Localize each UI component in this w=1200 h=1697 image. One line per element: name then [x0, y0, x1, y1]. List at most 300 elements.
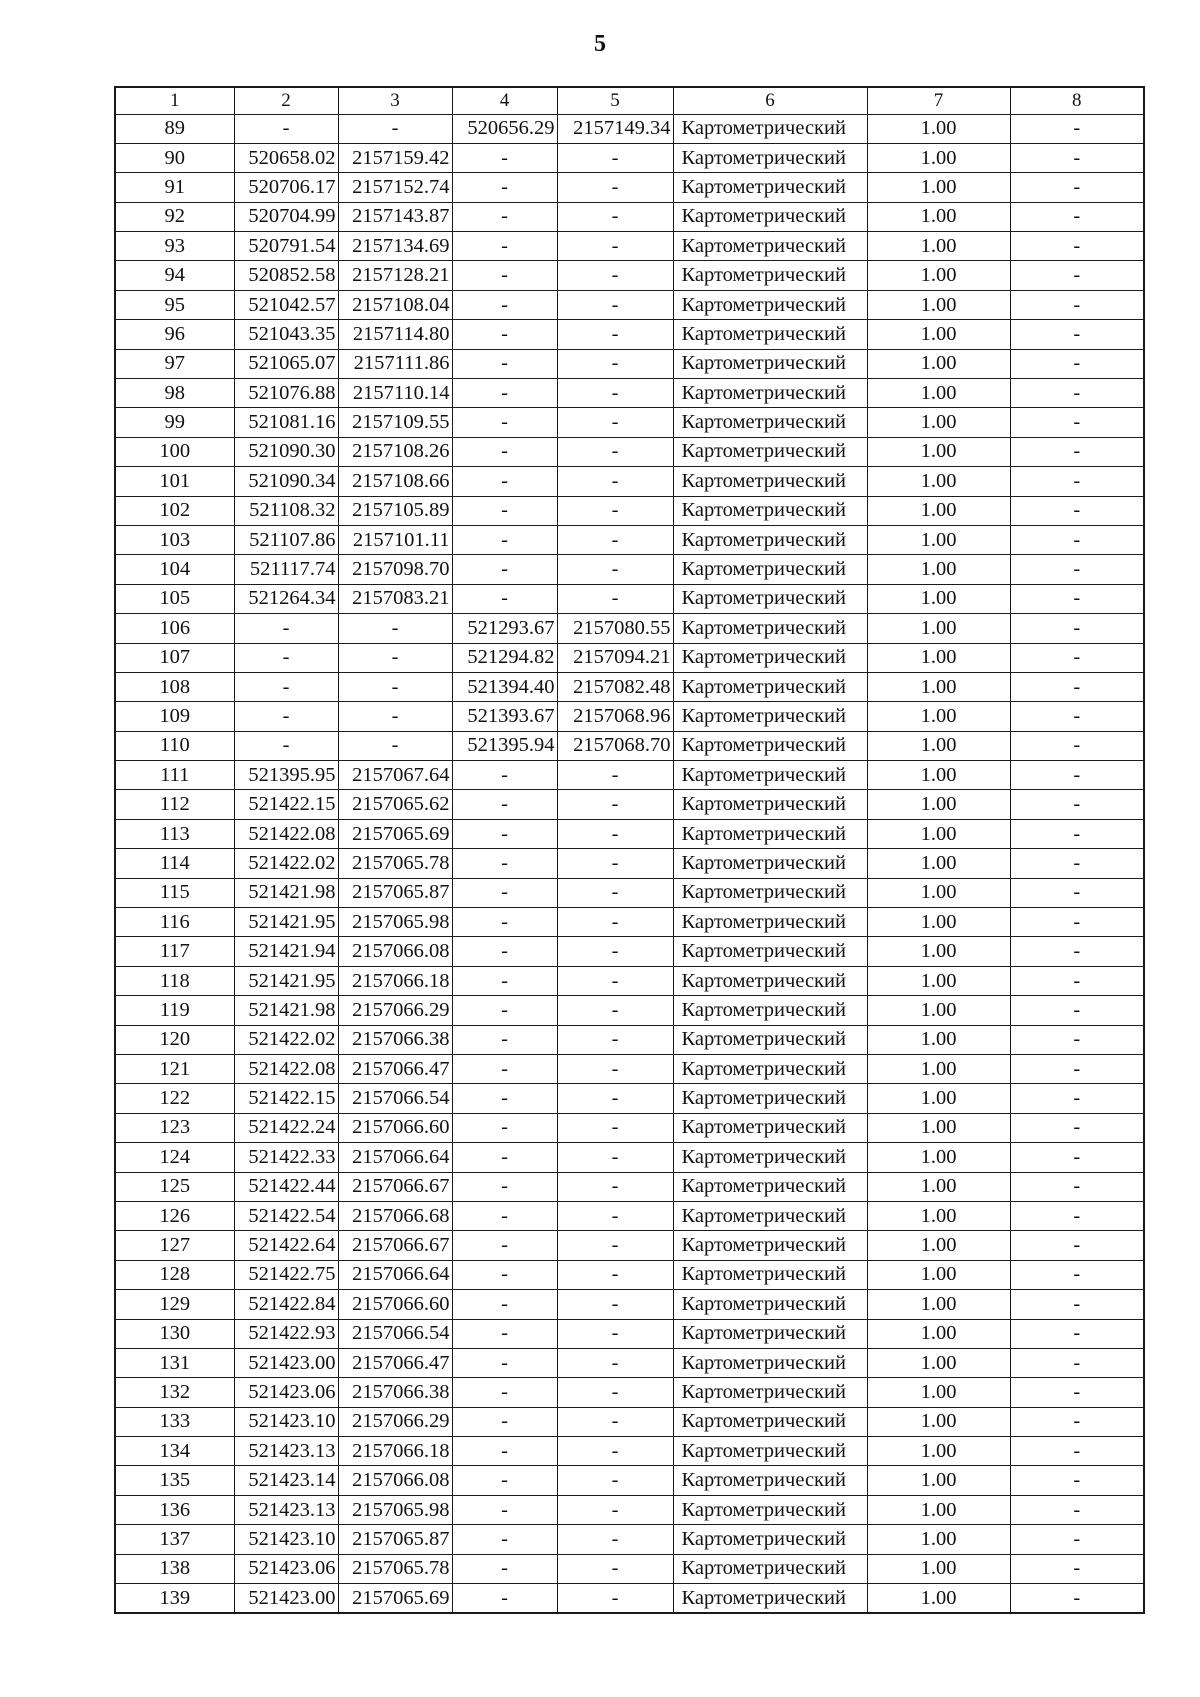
cell-x-existing: 521423.13 — [234, 1495, 338, 1524]
cell-y-existing: 2157066.29 — [338, 996, 452, 1025]
table-row — [115, 202, 1144, 231]
cell-x-new: - — [452, 1172, 557, 1201]
cell-description: - — [1010, 525, 1144, 554]
cell-y-existing: - — [338, 731, 452, 760]
cell-y-new: - — [557, 1260, 673, 1289]
cell-description: - — [1010, 584, 1144, 613]
cell-description: - — [1010, 202, 1144, 231]
cell-accuracy: 1.00 — [867, 261, 1010, 290]
column-header-6: 6 — [673, 87, 867, 114]
cell-x-new: 521393.67 — [452, 702, 557, 731]
cell-description: - — [1010, 1437, 1144, 1466]
cell-y-new: - — [557, 525, 673, 554]
cell-y-existing: 2157066.54 — [338, 1084, 452, 1113]
cell-point-number: 118 — [115, 966, 234, 995]
cell-accuracy: 1.00 — [867, 114, 1010, 143]
cell-y-new: - — [557, 290, 673, 319]
cell-x-new: - — [452, 408, 557, 437]
cell-y-new: - — [557, 1319, 673, 1348]
cell-y-new: - — [557, 408, 673, 437]
table-row — [115, 1231, 1144, 1260]
cell-y-new: - — [557, 349, 673, 378]
table-row — [115, 731, 1144, 760]
cell-y-existing: 2157066.18 — [338, 966, 452, 995]
cell-x-new: - — [452, 232, 557, 261]
cell-x-new: 521394.40 — [452, 672, 557, 701]
cell-x-existing: 521423.13 — [234, 1437, 338, 1466]
cell-y-new: - — [557, 1143, 673, 1172]
cell-description: - — [1010, 849, 1144, 878]
cell-description: - — [1010, 1084, 1144, 1113]
cell-description: - — [1010, 1143, 1144, 1172]
cell-x-new: - — [452, 878, 557, 907]
table-row — [115, 584, 1144, 613]
cell-x-new: - — [452, 937, 557, 966]
cell-x-existing: 521422.64 — [234, 1231, 338, 1260]
cell-y-existing: 2157065.87 — [338, 1525, 452, 1554]
cell-description: - — [1010, 1407, 1144, 1436]
cell-x-existing: 521423.06 — [234, 1554, 338, 1583]
cell-y-new: - — [557, 849, 673, 878]
cell-method: Картометрический — [673, 908, 867, 937]
cell-method: Картометрический — [673, 349, 867, 378]
cell-y-new: - — [557, 437, 673, 466]
table-row — [115, 702, 1144, 731]
cell-accuracy: 1.00 — [867, 996, 1010, 1025]
cell-y-existing: 2157066.60 — [338, 1113, 452, 1142]
cell-y-new: - — [557, 996, 673, 1025]
cell-x-existing: 520791.54 — [234, 232, 338, 261]
cell-method: Картометрический — [673, 1201, 867, 1230]
cell-description: - — [1010, 173, 1144, 202]
column-header-7: 7 — [867, 87, 1010, 114]
cell-x-new: - — [452, 584, 557, 613]
cell-y-existing: 2157065.69 — [338, 1584, 452, 1614]
cell-description: - — [1010, 908, 1144, 937]
cell-y-existing: 2157066.60 — [338, 1290, 452, 1319]
cell-description: - — [1010, 467, 1144, 496]
cell-x-existing: 521423.00 — [234, 1348, 338, 1377]
cell-method: Картометрический — [673, 290, 867, 319]
cell-point-number: 123 — [115, 1113, 234, 1142]
table-row — [115, 1584, 1144, 1614]
cell-point-number: 137 — [115, 1525, 234, 1554]
cell-description: - — [1010, 790, 1144, 819]
cell-y-existing: 2157066.18 — [338, 1437, 452, 1466]
column-header-1: 1 — [115, 87, 234, 114]
cell-description: - — [1010, 1231, 1144, 1260]
cell-point-number: 130 — [115, 1319, 234, 1348]
cell-point-number: 124 — [115, 1143, 234, 1172]
cell-x-existing: 521421.94 — [234, 937, 338, 966]
table-row — [115, 525, 1144, 554]
table-row — [115, 379, 1144, 408]
cell-x-new: - — [452, 966, 557, 995]
cell-y-new: 2157068.96 — [557, 702, 673, 731]
cell-x-new: - — [452, 996, 557, 1025]
cell-y-new: - — [557, 1084, 673, 1113]
cell-point-number: 107 — [115, 643, 234, 672]
cell-method: Картометрический — [673, 173, 867, 202]
cell-y-existing: 2157065.62 — [338, 790, 452, 819]
cell-point-number: 102 — [115, 496, 234, 525]
cell-x-existing: 521422.02 — [234, 849, 338, 878]
cell-x-existing: 520704.99 — [234, 202, 338, 231]
cell-y-new: - — [557, 584, 673, 613]
cell-x-existing: - — [234, 643, 338, 672]
cell-x-new: - — [452, 320, 557, 349]
cell-point-number: 108 — [115, 672, 234, 701]
cell-x-new: - — [452, 1319, 557, 1348]
cell-y-new: - — [557, 467, 673, 496]
cell-y-new: - — [557, 790, 673, 819]
cell-method: Картометрический — [673, 996, 867, 1025]
cell-x-new: 521395.94 — [452, 731, 557, 760]
cell-y-existing: 2157134.69 — [338, 232, 452, 261]
cell-x-new: - — [452, 1437, 557, 1466]
cell-y-new: - — [557, 908, 673, 937]
table-row — [115, 232, 1144, 261]
cell-y-existing: 2157065.69 — [338, 819, 452, 848]
cell-accuracy: 1.00 — [867, 1172, 1010, 1201]
cell-y-existing: 2157143.87 — [338, 202, 452, 231]
cell-y-new: - — [557, 379, 673, 408]
cell-x-new: 521293.67 — [452, 614, 557, 643]
cell-x-existing: - — [234, 672, 338, 701]
cell-accuracy: 1.00 — [867, 908, 1010, 937]
cell-point-number: 97 — [115, 349, 234, 378]
cell-y-existing: 2157098.70 — [338, 555, 452, 584]
cell-y-existing: 2157065.87 — [338, 878, 452, 907]
cell-method: Картометрический — [673, 555, 867, 584]
cell-point-number: 105 — [115, 584, 234, 613]
cell-x-new: - — [452, 1025, 557, 1054]
table-row — [115, 437, 1144, 466]
cell-y-existing: 2157108.66 — [338, 467, 452, 496]
cell-y-existing: 2157066.38 — [338, 1378, 452, 1407]
cell-y-new: - — [557, 1055, 673, 1084]
cell-point-number: 120 — [115, 1025, 234, 1054]
cell-x-new: - — [452, 908, 557, 937]
cell-accuracy: 1.00 — [867, 1378, 1010, 1407]
cell-x-existing: 521043.35 — [234, 320, 338, 349]
table-row — [115, 761, 1144, 790]
cell-method: Картометрический — [673, 966, 867, 995]
cell-accuracy: 1.00 — [867, 849, 1010, 878]
cell-accuracy: 1.00 — [867, 408, 1010, 437]
cell-x-new: - — [452, 1143, 557, 1172]
cell-x-existing: - — [234, 614, 338, 643]
cell-accuracy: 1.00 — [867, 1437, 1010, 1466]
cell-y-new: - — [557, 173, 673, 202]
cell-y-new: - — [557, 1231, 673, 1260]
cell-accuracy: 1.00 — [867, 1348, 1010, 1377]
column-header-5: 5 — [557, 87, 673, 114]
cell-x-new: - — [452, 1348, 557, 1377]
table-row — [115, 1290, 1144, 1319]
cell-method: Картометрический — [673, 114, 867, 143]
cell-description: - — [1010, 819, 1144, 848]
cell-accuracy: 1.00 — [867, 1025, 1010, 1054]
cell-y-existing: 2157065.78 — [338, 849, 452, 878]
cell-y-new: - — [557, 966, 673, 995]
cell-accuracy: 1.00 — [867, 1584, 1010, 1614]
cell-accuracy: 1.00 — [867, 819, 1010, 848]
cell-method: Картометрический — [673, 202, 867, 231]
table-row — [115, 1143, 1144, 1172]
cell-y-existing: 2157066.38 — [338, 1025, 452, 1054]
cell-method: Картометрический — [673, 1437, 867, 1466]
table-row — [115, 1055, 1144, 1084]
cell-point-number: 113 — [115, 819, 234, 848]
cell-accuracy: 1.00 — [867, 437, 1010, 466]
cell-point-number: 111 — [115, 761, 234, 790]
cell-y-existing: 2157159.42 — [338, 143, 452, 172]
cell-point-number: 122 — [115, 1084, 234, 1113]
cell-accuracy: 1.00 — [867, 320, 1010, 349]
cell-y-new: - — [557, 1525, 673, 1554]
cell-accuracy: 1.00 — [867, 1084, 1010, 1113]
cell-y-existing: 2157066.08 — [338, 937, 452, 966]
cell-description: - — [1010, 349, 1144, 378]
cell-description: - — [1010, 1378, 1144, 1407]
cell-point-number: 138 — [115, 1554, 234, 1583]
cell-y-new: - — [557, 261, 673, 290]
cell-point-number: 96 — [115, 320, 234, 349]
cell-method: Картометрический — [673, 790, 867, 819]
cell-x-new: - — [452, 1378, 557, 1407]
column-header-2: 2 — [234, 87, 338, 114]
cell-point-number: 94 — [115, 261, 234, 290]
cell-method: Картометрический — [673, 437, 867, 466]
cell-point-number: 119 — [115, 996, 234, 1025]
cell-point-number: 139 — [115, 1584, 234, 1614]
cell-accuracy: 1.00 — [867, 672, 1010, 701]
cell-y-existing: 2157101.11 — [338, 525, 452, 554]
page-number: 5 — [594, 31, 606, 57]
cell-description: - — [1010, 1495, 1144, 1524]
cell-point-number: 90 — [115, 143, 234, 172]
cell-y-new: - — [557, 143, 673, 172]
cell-accuracy: 1.00 — [867, 1525, 1010, 1554]
cell-point-number: 135 — [115, 1466, 234, 1495]
cell-description: - — [1010, 878, 1144, 907]
cell-accuracy: 1.00 — [867, 496, 1010, 525]
cell-point-number: 110 — [115, 731, 234, 760]
table-row — [115, 1113, 1144, 1142]
table-row — [115, 996, 1144, 1025]
cell-method: Картометрический — [673, 819, 867, 848]
cell-method: Картометрический — [673, 937, 867, 966]
cell-x-new: - — [452, 819, 557, 848]
cell-x-new: - — [452, 1055, 557, 1084]
cell-accuracy: 1.00 — [867, 1554, 1010, 1583]
cell-y-existing: 2157065.78 — [338, 1554, 452, 1583]
cell-x-existing: 521264.34 — [234, 584, 338, 613]
cell-x-existing: 521107.86 — [234, 525, 338, 554]
table-row — [115, 908, 1144, 937]
cell-point-number: 128 — [115, 1260, 234, 1289]
cell-description: - — [1010, 614, 1144, 643]
cell-description: - — [1010, 290, 1144, 319]
cell-description: - — [1010, 1025, 1144, 1054]
cell-description: - — [1010, 379, 1144, 408]
cell-y-new: - — [557, 232, 673, 261]
table-row — [115, 290, 1144, 319]
cell-x-new: - — [452, 290, 557, 319]
cell-method: Картометрический — [673, 408, 867, 437]
cell-description: - — [1010, 996, 1144, 1025]
cell-x-existing: 521422.44 — [234, 1172, 338, 1201]
cell-accuracy: 1.00 — [867, 878, 1010, 907]
cell-description: - — [1010, 261, 1144, 290]
cell-x-new: - — [452, 1525, 557, 1554]
cell-description: - — [1010, 1466, 1144, 1495]
cell-x-new: - — [452, 173, 557, 202]
cell-y-new: 2157082.48 — [557, 672, 673, 701]
cell-x-new: - — [452, 1201, 557, 1230]
table-row — [115, 1437, 1144, 1466]
cell-x-new: - — [452, 261, 557, 290]
cell-x-new: - — [452, 525, 557, 554]
cell-description: - — [1010, 1172, 1144, 1201]
cell-method: Картометрический — [673, 1554, 867, 1583]
table-row — [115, 1348, 1144, 1377]
cell-point-number: 114 — [115, 849, 234, 878]
cell-y-new: - — [557, 1201, 673, 1230]
cell-method: Картометрический — [673, 584, 867, 613]
cell-description: - — [1010, 1319, 1144, 1348]
cell-x-new: - — [452, 1407, 557, 1436]
cell-point-number: 131 — [115, 1348, 234, 1377]
cell-x-existing: 521423.06 — [234, 1378, 338, 1407]
table-row — [115, 1172, 1144, 1201]
cell-x-existing: - — [234, 114, 338, 143]
cell-x-new: - — [452, 467, 557, 496]
cell-accuracy: 1.00 — [867, 1466, 1010, 1495]
cell-x-existing: 521090.30 — [234, 437, 338, 466]
cell-accuracy: 1.00 — [867, 761, 1010, 790]
cell-accuracy: 1.00 — [867, 643, 1010, 672]
cell-x-existing: 521423.14 — [234, 1466, 338, 1495]
cell-point-number: 91 — [115, 173, 234, 202]
cell-accuracy: 1.00 — [867, 1290, 1010, 1319]
column-header-8: 8 — [1010, 87, 1144, 114]
cell-x-existing: 521076.88 — [234, 379, 338, 408]
cell-description: - — [1010, 1201, 1144, 1230]
cell-accuracy: 1.00 — [867, 555, 1010, 584]
cell-x-new: - — [452, 202, 557, 231]
cell-x-existing: 521422.93 — [234, 1319, 338, 1348]
cell-accuracy: 1.00 — [867, 173, 1010, 202]
cell-x-existing: 521081.16 — [234, 408, 338, 437]
cell-method: Картометрический — [673, 1584, 867, 1614]
cell-x-new: - — [452, 379, 557, 408]
cell-description: - — [1010, 408, 1144, 437]
cell-y-existing: 2157066.68 — [338, 1201, 452, 1230]
column-header-3: 3 — [338, 87, 452, 114]
cell-method: Картометрический — [673, 1113, 867, 1142]
cell-description: - — [1010, 672, 1144, 701]
cell-point-number: 116 — [115, 908, 234, 937]
cell-method: Картометрический — [673, 1055, 867, 1084]
cell-y-existing: 2157128.21 — [338, 261, 452, 290]
cell-method: Картометрический — [673, 1525, 867, 1554]
cell-method: Картометрический — [673, 643, 867, 672]
cell-x-existing: 521421.95 — [234, 966, 338, 995]
cell-point-number: 134 — [115, 1437, 234, 1466]
cell-method: Картометрический — [673, 1084, 867, 1113]
cell-point-number: 121 — [115, 1055, 234, 1084]
cell-y-existing: 2157066.29 — [338, 1407, 452, 1436]
cell-accuracy: 1.00 — [867, 467, 1010, 496]
table-row — [115, 819, 1144, 848]
cell-point-number: 92 — [115, 202, 234, 231]
cell-y-new: - — [557, 937, 673, 966]
cell-x-existing: 521042.57 — [234, 290, 338, 319]
cell-point-number: 125 — [115, 1172, 234, 1201]
cell-method: Картометрический — [673, 1319, 867, 1348]
cell-method: Картометрический — [673, 1025, 867, 1054]
cell-x-existing: 521422.24 — [234, 1113, 338, 1142]
cell-y-new: - — [557, 1348, 673, 1377]
cell-method: Картометрический — [673, 878, 867, 907]
cell-accuracy: 1.00 — [867, 1260, 1010, 1289]
cell-method: Картометрический — [673, 1172, 867, 1201]
cell-y-new: - — [557, 1495, 673, 1524]
cell-method: Картометрический — [673, 1466, 867, 1495]
cell-y-new: - — [557, 761, 673, 790]
cell-method: Картометрический — [673, 379, 867, 408]
table-row — [115, 1466, 1144, 1495]
cell-description: - — [1010, 643, 1144, 672]
cell-y-new: - — [557, 1554, 673, 1583]
cell-description: - — [1010, 1525, 1144, 1554]
table-row — [115, 1378, 1144, 1407]
cell-x-existing: 521422.84 — [234, 1290, 338, 1319]
cell-x-new: - — [452, 1495, 557, 1524]
cell-description: - — [1010, 114, 1144, 143]
cell-x-new: - — [452, 1584, 557, 1614]
cell-y-existing: 2157066.67 — [338, 1172, 452, 1201]
cell-accuracy: 1.00 — [867, 702, 1010, 731]
cell-method: Картометрический — [673, 702, 867, 731]
cell-x-existing: 520852.58 — [234, 261, 338, 290]
cell-y-existing: 2157066.54 — [338, 1319, 452, 1348]
cell-x-new: - — [452, 790, 557, 819]
cell-x-existing: - — [234, 731, 338, 760]
table-row — [115, 173, 1144, 202]
cell-method: Картометрический — [673, 1260, 867, 1289]
cell-description: - — [1010, 1290, 1144, 1319]
cell-y-new: 2157068.70 — [557, 731, 673, 760]
table-row — [115, 790, 1144, 819]
cell-method: Картометрический — [673, 320, 867, 349]
table-row — [115, 1025, 1144, 1054]
cell-y-existing: 2157066.64 — [338, 1260, 452, 1289]
cell-x-new: - — [452, 349, 557, 378]
cell-x-new: - — [452, 849, 557, 878]
table-row — [115, 261, 1144, 290]
cell-method: Картометрический — [673, 1378, 867, 1407]
cell-x-existing: 521421.95 — [234, 908, 338, 937]
cell-method: Картометрический — [673, 731, 867, 760]
cell-point-number: 115 — [115, 878, 234, 907]
cell-accuracy: 1.00 — [867, 937, 1010, 966]
cell-y-new: - — [557, 1584, 673, 1614]
cell-accuracy: 1.00 — [867, 290, 1010, 319]
cell-y-existing: 2157065.98 — [338, 908, 452, 937]
